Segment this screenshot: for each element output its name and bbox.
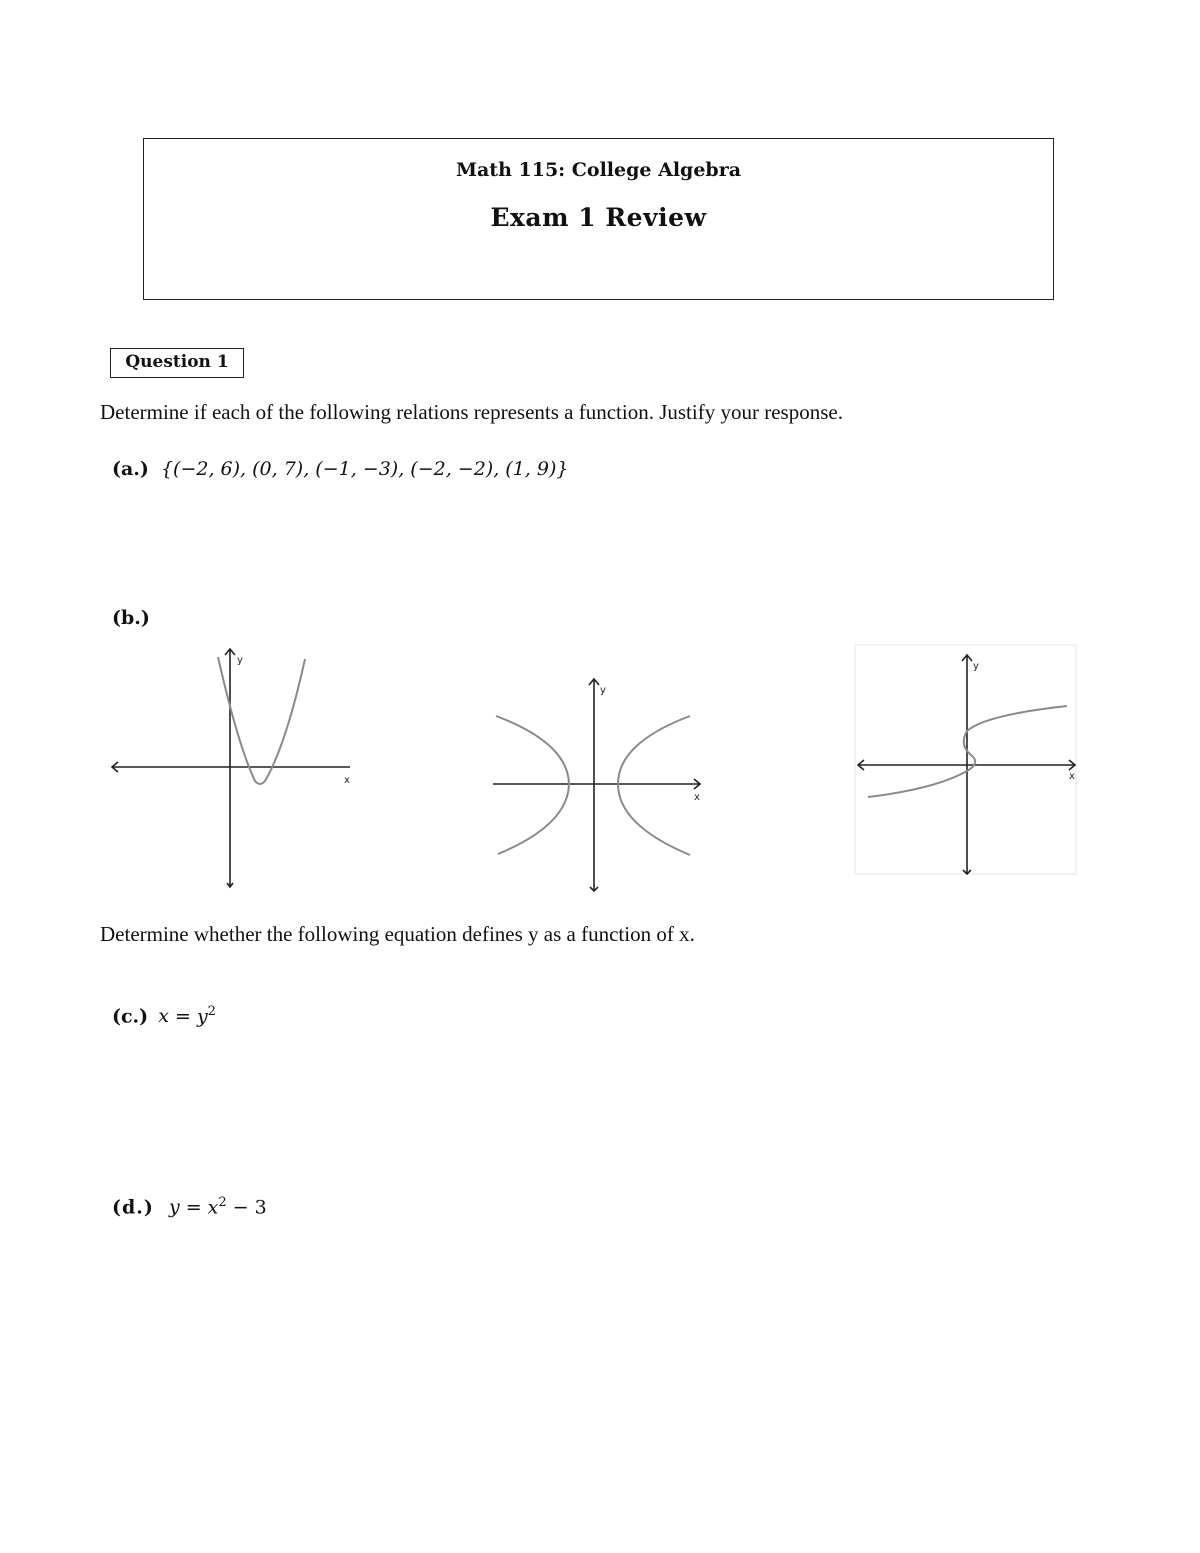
part-d-rhs-exponent: 2 bbox=[218, 1195, 227, 1210]
graph-2-y-label: y bbox=[600, 685, 606, 696]
part-b-label: (b.) bbox=[112, 607, 150, 629]
part-d-label: (d.) bbox=[112, 1196, 154, 1219]
part-d bbox=[112, 1195, 267, 1218]
graph-sideways-curve bbox=[855, 645, 1080, 877]
part-c-rhs-exponent: 2 bbox=[207, 1004, 216, 1019]
part-a bbox=[112, 458, 568, 480]
question-label: Question 1 bbox=[110, 348, 244, 378]
graph-parabola bbox=[108, 645, 358, 890]
instruction-equation: Determine whether the following equation defines y as a function of x. bbox=[100, 922, 695, 946]
part-c-label: (c.) bbox=[112, 1005, 149, 1028]
graph-1-x-label: x bbox=[344, 775, 350, 786]
hyperbola-left-branch bbox=[496, 716, 569, 854]
graph-1-y-label: y bbox=[237, 655, 243, 666]
part-d-rhs-base: x bbox=[207, 1196, 219, 1219]
graph-3-y-label: y bbox=[973, 661, 979, 672]
graph-3-x-label: x bbox=[1069, 771, 1075, 782]
course-title: Math 115: College Algebra bbox=[455, 159, 742, 181]
graph-hyperbola bbox=[490, 675, 710, 895]
parabola-curve bbox=[218, 657, 305, 784]
header-box bbox=[143, 138, 1054, 300]
part-d-equals: = bbox=[179, 1196, 208, 1219]
part-d-lhs: y bbox=[168, 1196, 180, 1219]
part-c-equals: = bbox=[168, 1005, 197, 1028]
part-c-lhs: x bbox=[158, 1005, 169, 1028]
hyperbola-right-branch bbox=[618, 716, 690, 855]
part-d-rhs-rest: − 3 bbox=[226, 1196, 267, 1219]
part-a-set: {(−2, 6), (0, 7), (−1, −3), (−2, −2), (1, 9)} bbox=[160, 458, 569, 480]
part-b bbox=[112, 607, 150, 629]
part-a-label: (a.) bbox=[112, 458, 149, 480]
part-c bbox=[112, 1004, 216, 1027]
part-c-rhs-base: y bbox=[196, 1005, 208, 1028]
exam-title: Exam 1 Review bbox=[490, 203, 707, 232]
graph-2-x-label: x bbox=[694, 792, 700, 803]
instruction-relations: Determine if each of the following relations represents a function. Justify your response. bbox=[100, 400, 843, 424]
